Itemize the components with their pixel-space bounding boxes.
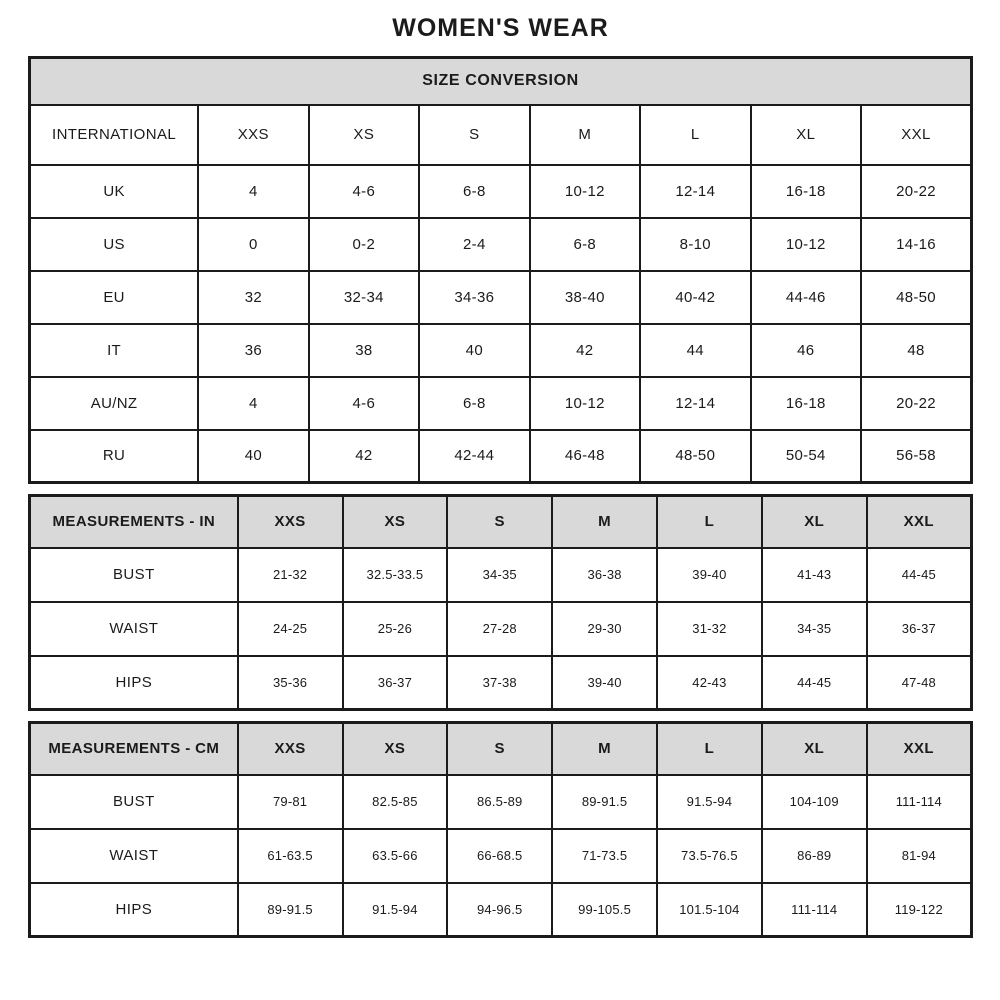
region-label-cell: EU bbox=[30, 271, 199, 324]
size-value-cell: 34-36 bbox=[419, 271, 529, 324]
table-header-row bbox=[30, 105, 972, 165]
table-row bbox=[30, 829, 972, 883]
size-header-cell: XL bbox=[751, 105, 861, 165]
size-value-cell: 99-105.5 bbox=[552, 883, 657, 937]
table-row bbox=[30, 430, 972, 483]
size-value-cell: 10-12 bbox=[751, 218, 861, 271]
size-value-cell: 46-48 bbox=[530, 430, 640, 483]
size-value-cell: 16-18 bbox=[751, 377, 861, 430]
measurements-cm-table bbox=[28, 721, 973, 938]
table-row bbox=[30, 377, 972, 430]
size-header-cell: L bbox=[640, 105, 750, 165]
size-value-cell: 34-35 bbox=[447, 548, 552, 602]
size-conversion-banner: SIZE CONVERSION bbox=[30, 58, 972, 105]
size-value-cell: 6-8 bbox=[419, 165, 529, 218]
size-header-cell: XXS bbox=[198, 105, 308, 165]
size-value-cell: 101.5-104 bbox=[657, 883, 762, 937]
measurement-label-cell: WAIST bbox=[30, 829, 238, 883]
size-header-cell: M bbox=[530, 105, 640, 165]
size-value-cell: 42 bbox=[530, 324, 640, 377]
table-header-row bbox=[30, 723, 972, 775]
size-header-cell: XXL bbox=[861, 105, 971, 165]
size-value-cell: 6-8 bbox=[530, 218, 640, 271]
size-value-cell: 44-46 bbox=[751, 271, 861, 324]
size-value-cell: 41-43 bbox=[762, 548, 867, 602]
size-value-cell: 79-81 bbox=[238, 775, 343, 829]
measurement-label-cell: BUST bbox=[30, 548, 238, 602]
size-value-cell: 71-73.5 bbox=[552, 829, 657, 883]
size-value-cell: 89-91.5 bbox=[238, 883, 343, 937]
size-value-cell: 37-38 bbox=[447, 656, 552, 710]
size-value-cell: 48-50 bbox=[640, 430, 750, 483]
table-row bbox=[30, 271, 972, 324]
size-value-cell: 42-43 bbox=[657, 656, 762, 710]
measurements-in-table bbox=[28, 494, 973, 711]
size-conversion-body bbox=[30, 105, 972, 483]
size-value-cell: 8-10 bbox=[640, 218, 750, 271]
region-label-cell: RU bbox=[30, 430, 199, 483]
size-value-cell: 25-26 bbox=[343, 602, 448, 656]
table-row bbox=[30, 165, 972, 218]
measurement-label-cell: BUST bbox=[30, 775, 238, 829]
size-value-cell: 63.5-66 bbox=[343, 829, 448, 883]
size-value-cell: 50-54 bbox=[751, 430, 861, 483]
size-value-cell: 42 bbox=[309, 430, 419, 483]
size-value-cell: 0-2 bbox=[309, 218, 419, 271]
size-value-cell: 14-16 bbox=[861, 218, 971, 271]
measurements-cm-body bbox=[30, 723, 972, 937]
size-value-cell: 0 bbox=[198, 218, 308, 271]
size-header-cell: XL bbox=[762, 496, 867, 548]
region-label-cell: UK bbox=[30, 165, 199, 218]
size-value-cell: 82.5-85 bbox=[343, 775, 448, 829]
size-value-cell: 39-40 bbox=[552, 656, 657, 710]
region-label-cell: US bbox=[30, 218, 199, 271]
measurement-label-cell: WAIST bbox=[30, 602, 238, 656]
size-value-cell: 21-32 bbox=[238, 548, 343, 602]
size-header-cell: XXS bbox=[238, 723, 343, 775]
page-title: WOMEN'S WEAR bbox=[392, 14, 609, 42]
table-row bbox=[30, 656, 972, 710]
size-value-cell: 40 bbox=[419, 324, 529, 377]
measurement-label-cell: HIPS bbox=[30, 656, 238, 710]
size-value-cell: 29-30 bbox=[552, 602, 657, 656]
size-value-cell: 10-12 bbox=[530, 377, 640, 430]
size-value-cell: 119-122 bbox=[867, 883, 972, 937]
measurement-label-cell: HIPS bbox=[30, 883, 238, 937]
size-value-cell: 36 bbox=[198, 324, 308, 377]
size-value-cell: 36-37 bbox=[343, 656, 448, 710]
size-value-cell: 20-22 bbox=[861, 377, 971, 430]
size-header-cell: XL bbox=[762, 723, 867, 775]
size-header-cell: XS bbox=[343, 723, 448, 775]
size-value-cell: 32-34 bbox=[309, 271, 419, 324]
size-value-cell: 38-40 bbox=[530, 271, 640, 324]
size-value-cell: 91.5-94 bbox=[343, 883, 448, 937]
size-value-cell: 38 bbox=[309, 324, 419, 377]
size-value-cell: 73.5-76.5 bbox=[657, 829, 762, 883]
table-row bbox=[30, 883, 972, 937]
international-label-cell: INTERNATIONAL bbox=[30, 105, 199, 165]
size-value-cell: 47-48 bbox=[867, 656, 972, 710]
table-row bbox=[30, 602, 972, 656]
size-value-cell: 2-4 bbox=[419, 218, 529, 271]
table-header-row bbox=[30, 496, 972, 548]
table-row bbox=[30, 775, 972, 829]
size-header-cell: S bbox=[419, 105, 529, 165]
size-value-cell: 10-12 bbox=[530, 165, 640, 218]
size-value-cell: 36-38 bbox=[552, 548, 657, 602]
table-row bbox=[30, 218, 972, 271]
size-header-cell: XS bbox=[343, 496, 448, 548]
size-value-cell: 4-6 bbox=[309, 165, 419, 218]
size-value-cell: 111-114 bbox=[762, 883, 867, 937]
size-header-cell: S bbox=[447, 723, 552, 775]
size-value-cell: 35-36 bbox=[238, 656, 343, 710]
size-header-cell: S bbox=[447, 496, 552, 548]
size-value-cell: 4 bbox=[198, 377, 308, 430]
measurements-cm-title-cell: MEASUREMENTS - CM bbox=[30, 723, 238, 775]
size-value-cell: 44-45 bbox=[762, 656, 867, 710]
size-value-cell: 89-91.5 bbox=[552, 775, 657, 829]
size-header-cell: L bbox=[657, 723, 762, 775]
size-value-cell: 86-89 bbox=[762, 829, 867, 883]
size-conversion-banner-row bbox=[30, 58, 972, 105]
size-value-cell: 39-40 bbox=[657, 548, 762, 602]
size-value-cell: 44 bbox=[640, 324, 750, 377]
size-value-cell: 4-6 bbox=[309, 377, 419, 430]
size-value-cell: 111-114 bbox=[867, 775, 972, 829]
size-value-cell: 32 bbox=[198, 271, 308, 324]
size-header-cell: XXS bbox=[238, 496, 343, 548]
size-value-cell: 32.5-33.5 bbox=[343, 548, 448, 602]
region-label-cell: IT bbox=[30, 324, 199, 377]
size-header-cell: XXL bbox=[867, 723, 972, 775]
size-value-cell: 56-58 bbox=[861, 430, 971, 483]
size-value-cell: 48-50 bbox=[861, 271, 971, 324]
size-header-cell: M bbox=[552, 723, 657, 775]
size-conversion-table bbox=[28, 56, 973, 484]
size-value-cell: 12-14 bbox=[640, 165, 750, 218]
size-value-cell: 42-44 bbox=[419, 430, 529, 483]
size-header-cell: XS bbox=[309, 105, 419, 165]
table-row bbox=[30, 324, 972, 377]
size-value-cell: 24-25 bbox=[238, 602, 343, 656]
size-header-cell: L bbox=[657, 496, 762, 548]
size-value-cell: 94-96.5 bbox=[447, 883, 552, 937]
size-value-cell: 34-35 bbox=[762, 602, 867, 656]
size-value-cell: 40 bbox=[198, 430, 308, 483]
size-value-cell: 16-18 bbox=[751, 165, 861, 218]
size-value-cell: 36-37 bbox=[867, 602, 972, 656]
size-value-cell: 81-94 bbox=[867, 829, 972, 883]
size-value-cell: 40-42 bbox=[640, 271, 750, 324]
measurements-in-title-cell: MEASUREMENTS - IN bbox=[30, 496, 238, 548]
size-value-cell: 12-14 bbox=[640, 377, 750, 430]
size-value-cell: 20-22 bbox=[861, 165, 971, 218]
size-value-cell: 46 bbox=[751, 324, 861, 377]
size-value-cell: 44-45 bbox=[867, 548, 972, 602]
measurements-in-body bbox=[30, 496, 972, 710]
size-value-cell: 48 bbox=[861, 324, 971, 377]
size-value-cell: 66-68.5 bbox=[447, 829, 552, 883]
size-value-cell: 91.5-94 bbox=[657, 775, 762, 829]
size-value-cell: 6-8 bbox=[419, 377, 529, 430]
size-value-cell: 104-109 bbox=[762, 775, 867, 829]
size-value-cell: 31-32 bbox=[657, 602, 762, 656]
size-value-cell: 61-63.5 bbox=[238, 829, 343, 883]
size-header-cell: XXL bbox=[867, 496, 972, 548]
table-row bbox=[30, 548, 972, 602]
region-label-cell: AU/NZ bbox=[30, 377, 199, 430]
size-value-cell: 4 bbox=[198, 165, 308, 218]
size-header-cell: M bbox=[552, 496, 657, 548]
size-value-cell: 86.5-89 bbox=[447, 775, 552, 829]
size-value-cell: 27-28 bbox=[447, 602, 552, 656]
